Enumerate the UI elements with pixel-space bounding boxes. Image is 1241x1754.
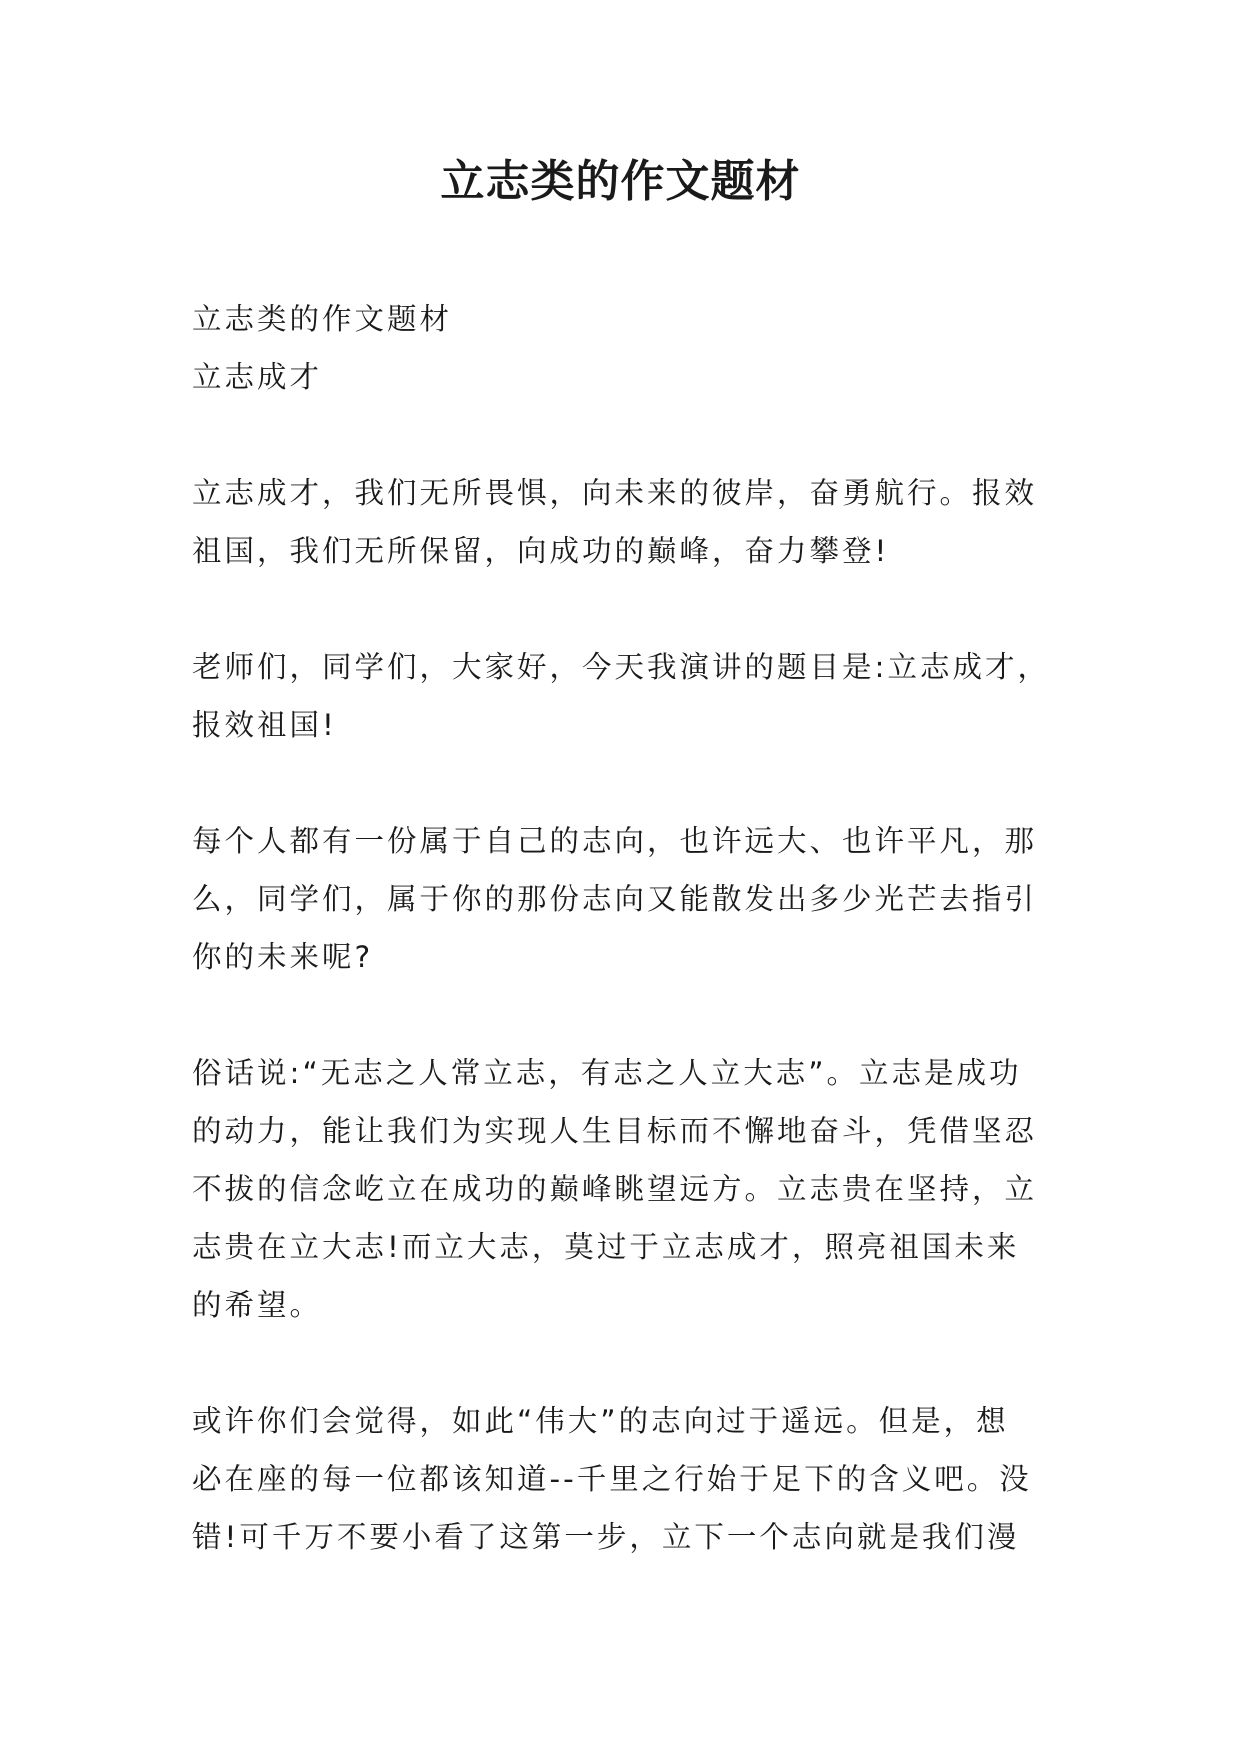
- paragraph-2: 老师们，同学们，大家好，今天我演讲的题目是:立志成才， 报效祖国!: [192, 650, 1050, 742]
- section-heading: 立志成才: [192, 360, 323, 394]
- subtitle-line: 立志类的作文题材: [192, 302, 453, 336]
- paragraph-gap: [192, 406, 1052, 464]
- paragraph-1: 立志成才，我们无所畏惧，向未来的彼岸，奋勇航行。报效 祖国，我们无所保留，向成功的巅峰，奋力攀登!: [192, 476, 1038, 568]
- paragraph-gap: [192, 754, 1052, 812]
- paragraph-4: 俗话说:“无志之人常立志，有志之人立大志”。立志是成功 的动力，能让我们为实现人生目标而不懈地奋斗，凭借坚忍 不拔的信念屹立在成功的巅峰眺望远方。立志贵在坚持，立 志贵在立大志!而立大志，莫过于立志成才，照亮祖国未来 的希望。: [192, 1056, 1038, 1322]
- document-title: 立志类的作文题材: [440, 156, 801, 207]
- paragraph-5: 或许你们会觉得，如此“伟大”的志向过于遥远。但是，想 必在座的每一位都该知道--千里之行始于足下的含义吧。没 错!可千万不要小看了这第一步，立下一个志向就是我们漫: [192, 1404, 1032, 1554]
- paragraph-gap: [192, 986, 1052, 1044]
- paragraph-3: 每个人都有一份属于自己的志向，也许远大、也许平凡，那 么，同学们，属于你的那份志向又能散发出多少光芒去指引 你的未来呢?: [192, 824, 1038, 974]
- paragraph-gap: [192, 1334, 1052, 1392]
- document-body: [192, 290, 1052, 1566]
- paragraph-gap: [192, 580, 1052, 638]
